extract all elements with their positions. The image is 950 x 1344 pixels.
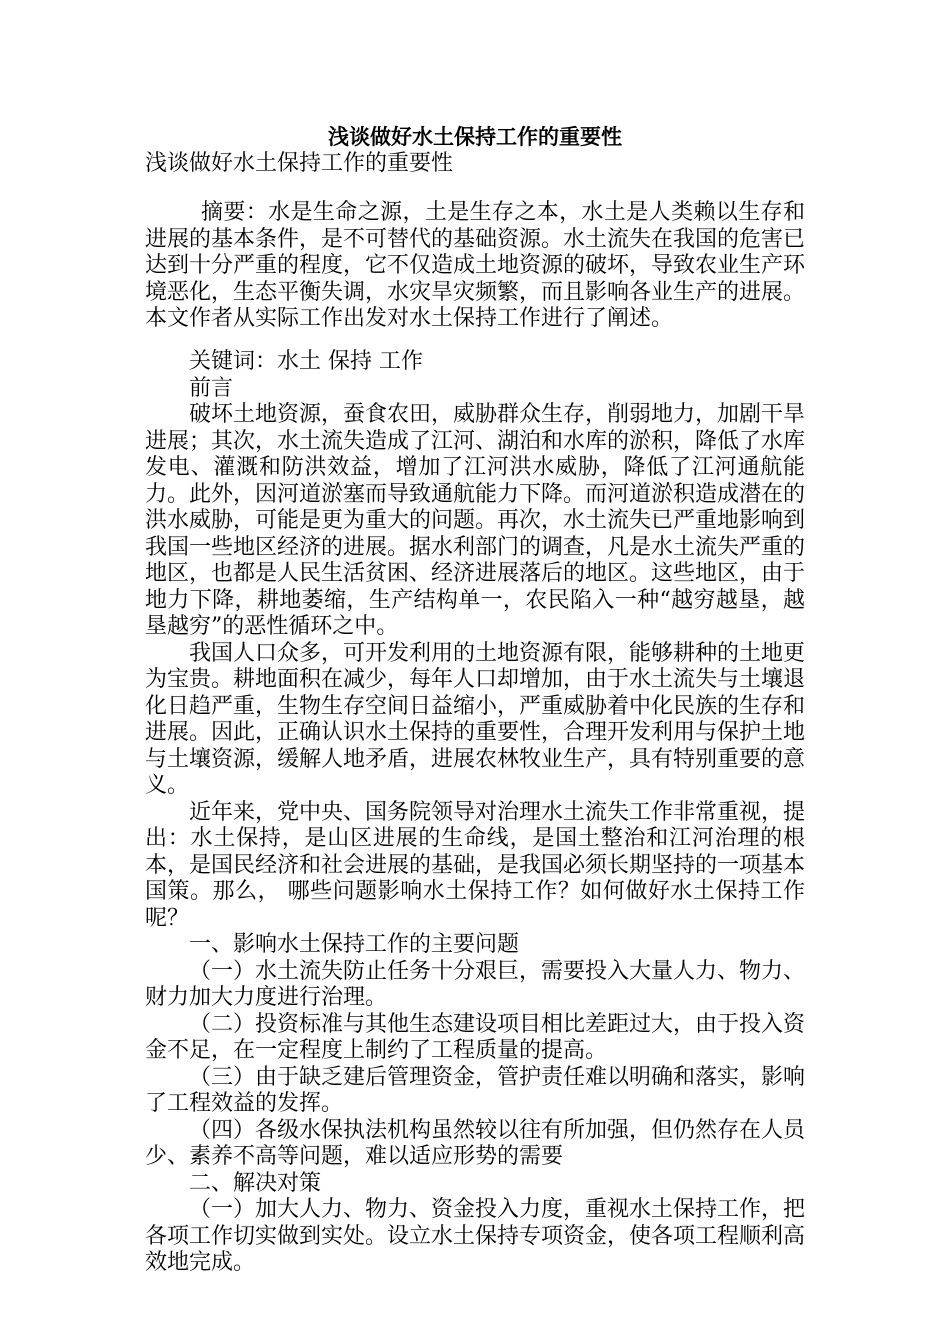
abstract-section	[145, 200, 805, 333]
solution-item: （一）加大人力、物力、资金投入力度，重视水土保持工作，把各项工作切实做到实处。设立水土保持专项资金，使各项工程顺利高效地完成。	[145, 1197, 806, 1275]
document-title: 浅谈做好水土保持工作的重要性	[328, 124, 622, 149]
problem-item: （四）各级水保执法机构虽然较以往有所加强，但仍然存在人员少、素养不高等问题，难以适应形势的需要	[145, 1117, 806, 1169]
abstract-paragraph: 摘要：水是生命之源，土是生存之本，水土是人类赖以生存和进展的基本条件，是不可替代的基础资源。水土流失在我国的危害已达到十分严重的程度，它不仅造成土地资源的破坏，导致农业生产环境恶化，生态平衡失调，水灾旱灾频繁，而且影响各业生产的进展。本文作者从实际工作出发对水土保持工作进行了阐述。	[145, 200, 806, 331]
problem-item: （二）投资标准与其他生态建设项目相比差距过大，由于投入资金不足，在一定程度上制约了工程质量的提高。	[145, 1011, 806, 1063]
keywords-line: 关键词：水土 保持 工作	[189, 349, 423, 374]
document-subtitle: 浅谈做好水土保持工作的重要性	[145, 151, 454, 176]
problem-item: （一）水土流失防止任务十分艰巨，需要投入大量人力、物力、财力加大力度进行治理。	[145, 958, 806, 1010]
body-paragraph: 我国人口众多，可开发利用的土地资源有限，能够耕种的土地更为宝贵。耕地面积在减少，每年人口却增加，由于水土流失与土壤退化日趋严重，生物生存空间日益缩小，严重威胁着中化民族的生存和进展。因此，正确认识水土保持的重要性，合理开发利用与保护土地与土壤资源，缓解人地矛盾，进展农林牧业生产，具有特别重要的意义。	[145, 640, 806, 798]
section-heading-solutions: 二、解决对策	[189, 1170, 322, 1196]
preface-heading: 前言	[189, 375, 234, 401]
main-body	[145, 349, 805, 1277]
section-heading-problems: 一、影响水土保持工作的主要问题	[189, 932, 520, 957]
body-paragraph: 破坏土地资源，蚕食农田，威胁群众生存，削弱地力，加剧干旱进展；其次，水土流失造成了江河、湖泊和水库的淤积，降低了水库发电、灌溉和防洪效益，增加了江河洪水威胁，降低了江河通航能力。此外，因河道淤塞而导致通航能力下降。而河道淤积造成潜在的洪水威胁，可能是更为重大的问题。再次，水土流失已严重地影响到我国一些地区经济的进展。据水利部门的调查，凡是水土流失严重的地区，也都是人民生活贫困、经济进展落后的地区。这些地区，由于地力下降，耕地萎缩，生产结构单一，农民陷入一种“越穷越垦，越垦越穷”的恶性循环之中。	[145, 402, 806, 639]
body-paragraph: 近年来，党中央、国务院领导对治理水土流失工作非常重视，提出：水土保持，是山区进展的生命线，是国土整治和江河治理的根本，是国民经济和社会进展的基础，是我国必须长期坚持的一项基本国策。那么， 哪些问题影响水土保持工作？如何做好水土保持工作呢？	[145, 799, 806, 931]
problem-item: （三）由于缺乏建后管理资金，管护责任难以明确和落实，影响了工程效益的发挥。	[145, 1064, 806, 1116]
